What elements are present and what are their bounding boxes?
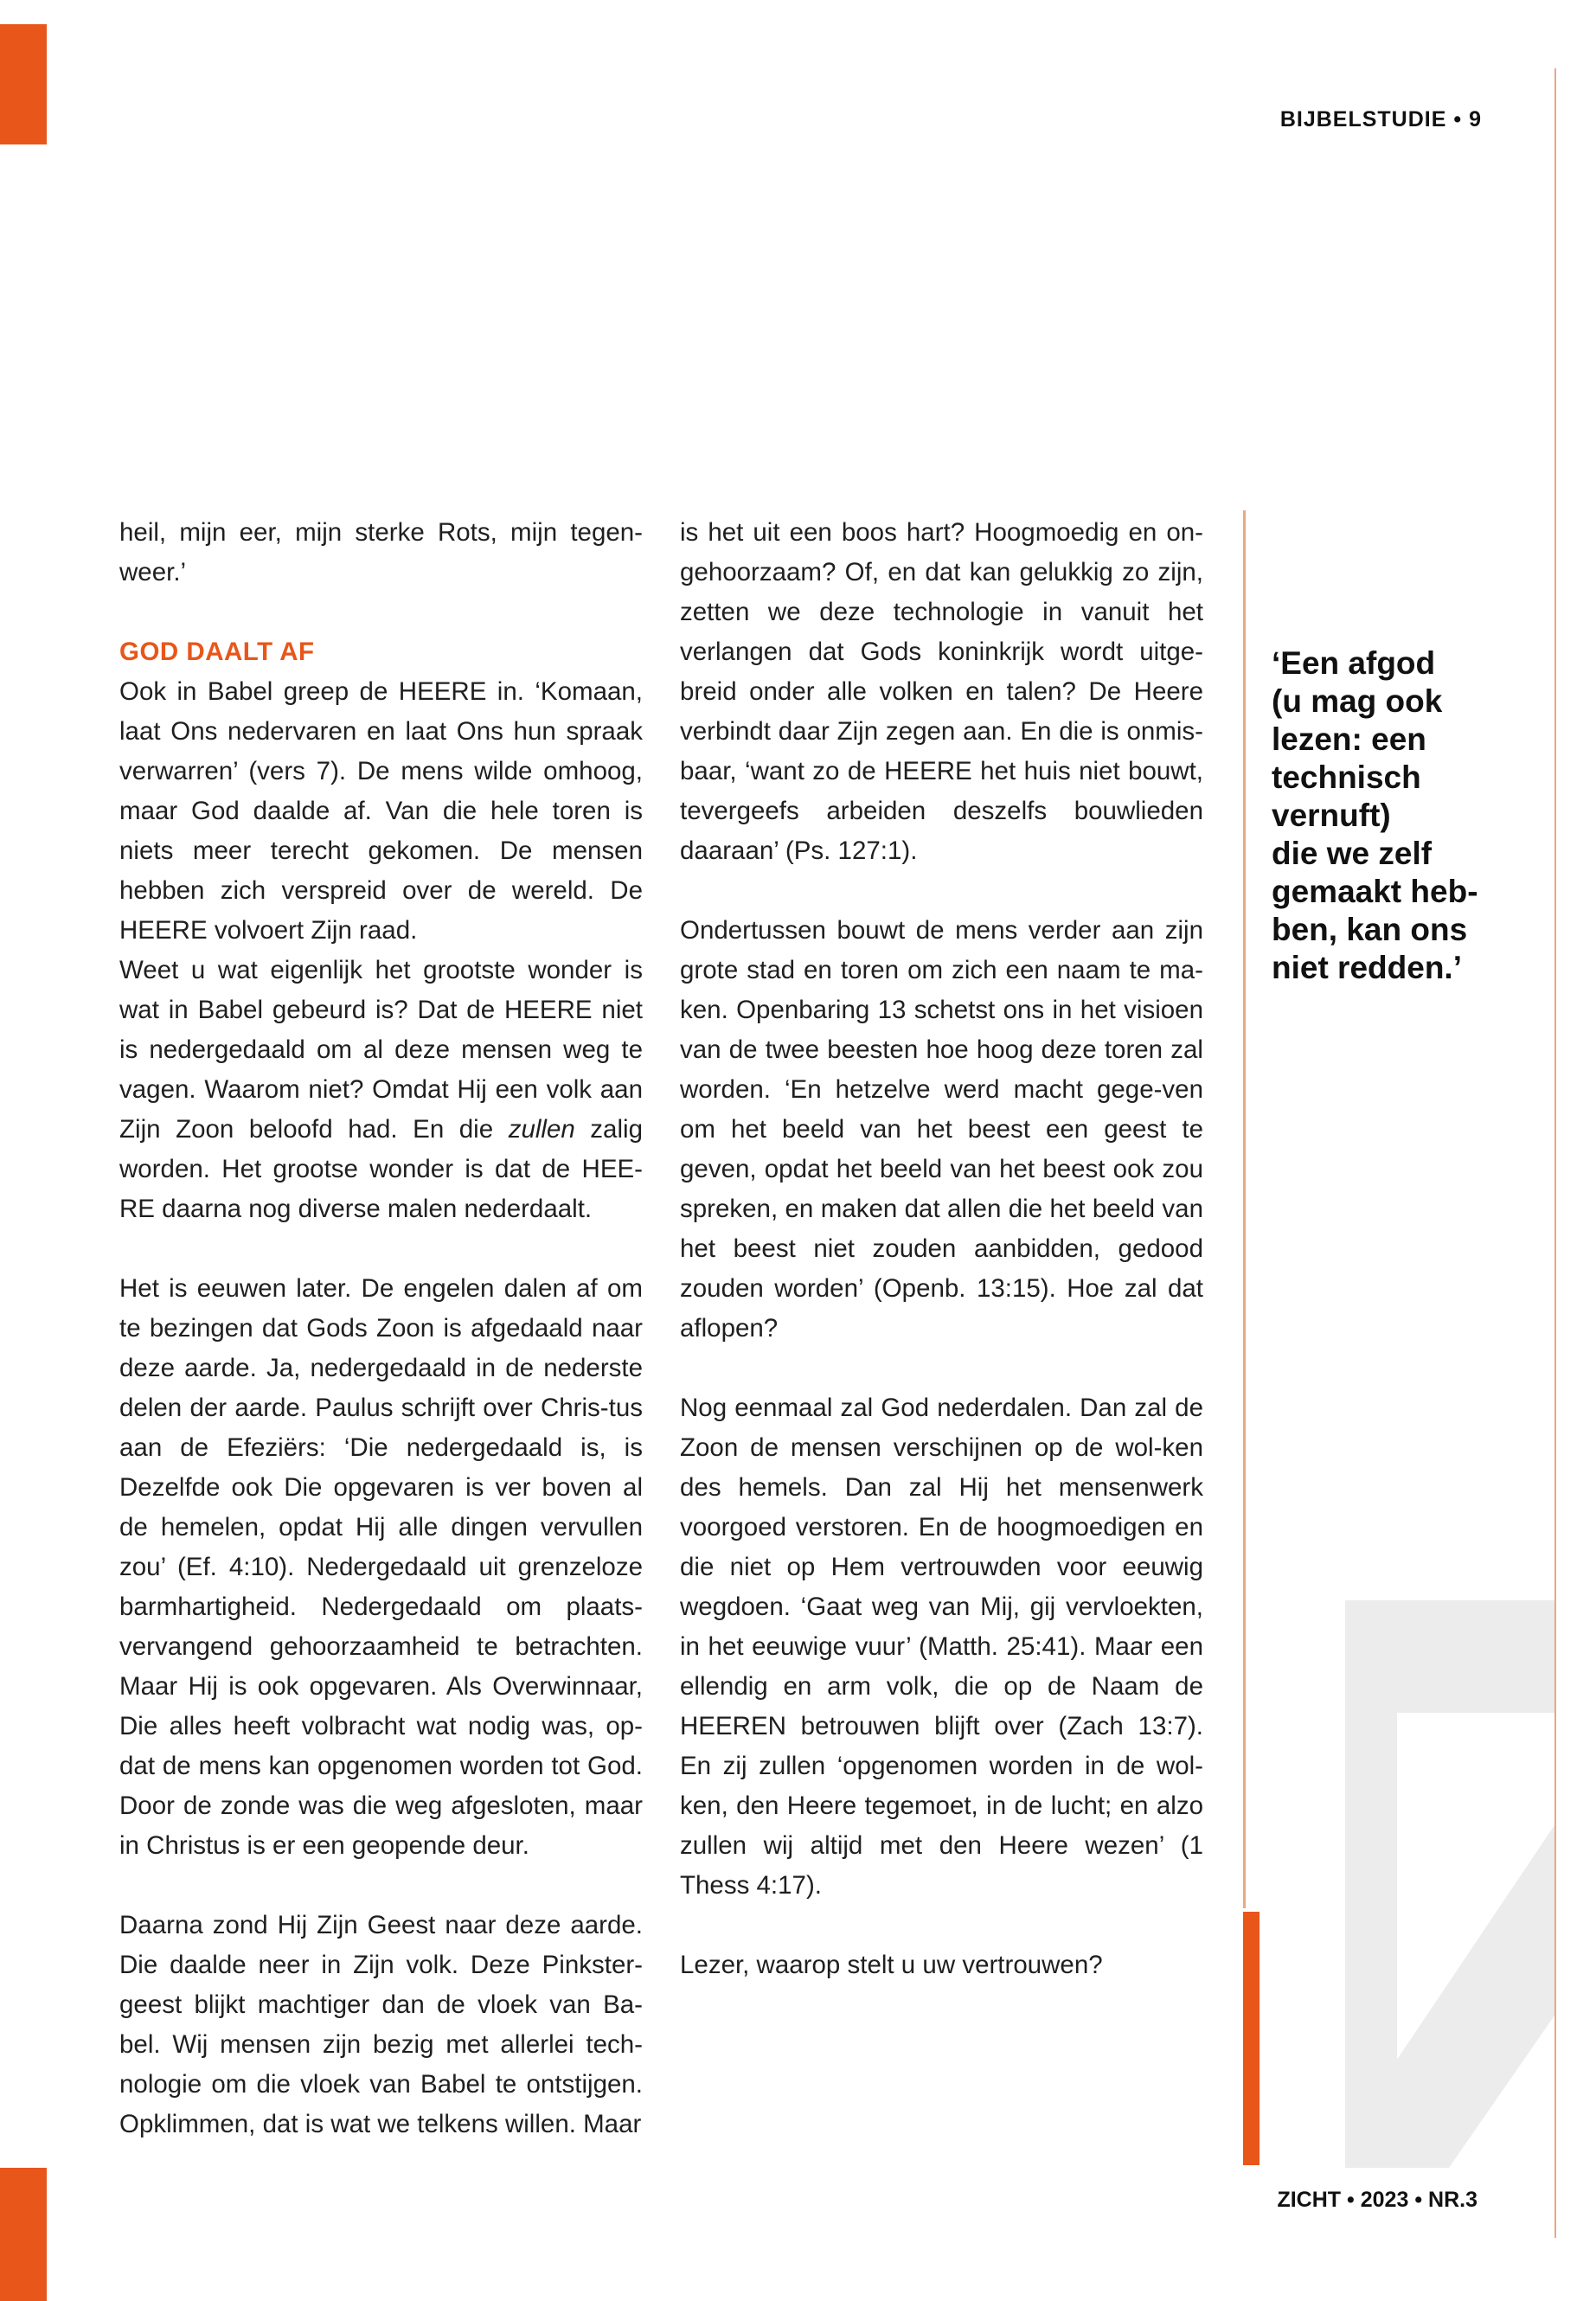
pull-quote-line: technisch (1272, 760, 1421, 795)
pull-quote-line: lezen: een (1272, 721, 1426, 757)
paragraph: Ook in Babel greep de HEERE in. ‘Komaan, laat Ons nedervaren en laat Ons hun spraak verwarren’ (vers 7). De mens wilde omhoog, maar God daalde af. Van die hele toren is niets meer terecht gekomen. De mensen hebben zich verspreid over de wereld. De HEERE volvoert Zijn raad. (119, 677, 643, 945)
quote-divider-rule (1243, 510, 1246, 1908)
paragraph: Daarna zond Hij Zijn Geest naar deze aarde. Die daalde neer in Zijn volk. Deze Pinkster-geest blijkt machtiger dan de vloek van Ba-bel. Wij mensen zijn bezig met allerlei tech-nologie om die vloek van Babel te ontstijgen. Opklimmen, dat is wat we telkens willen. Maar (119, 1911, 643, 2138)
publication-name: ZICHT (1277, 2188, 1342, 2212)
page-number: 9 (1469, 107, 1482, 131)
zicht-logo-shape (1345, 1600, 1554, 2168)
running-footer (1277, 2188, 1477, 2213)
issue-number: NR.3 (1428, 2188, 1477, 2212)
quote-accent-bar (1243, 1912, 1259, 2165)
running-header (1280, 107, 1482, 132)
text-column-right (680, 513, 1203, 2025)
paragraph: Nog eenmaal zal God nederdalen. Dan zal de Zoon de mensen verschijnen op de wol-ken des hemels. Dan zal Hij het mensenwerk voorgoed verstoren. En de hoogmoedigen en die niet op Hem vertrouwden voor eeuwig wegdoen. ‘Gaat weg van Mij, gij vervloekten, in het eeuwige vuur’ (Matth. 25:41). Maar een ellendig en arm volk, die op de Naam de HEEREN betrouwen blijft over (Zach 13:7). En zij zullen ‘opgenomen worden in de wol-ken, den Heere tegemoet, in de lucht; en alzo zullen wij altijd met den Heere wezen’ (1 Thess 4:17). (680, 1394, 1203, 1900)
paragraph: Weet u wat eigenlijk het grootste wonder is wat in Babel gebeurd is? Dat de HEERE niet is nedergedaald om al deze mensen weg te vagen. Waarom niet? Omdat Hij een volk aan Zijn Zoon beloofd had. En die zullen zalig worden. Het grootse wonder is dat de HEE-RE daarna nog diverse malen nederdaalt. (119, 956, 643, 1223)
pull-quote-line: vernuft) (1272, 798, 1391, 833)
publication-year: 2023 (1360, 2188, 1409, 2212)
section-heading: GOD DAALT AF (119, 638, 315, 666)
paragraph: Het is eeuwen later. De engelen dalen af om te bezingen dat Gods Zoon is afgedaald naar deze aarde. Ja, nedergedaald in de nederste delen der aarde. Paulus schrijft over Chris-tus aan de Efeziërs: ‘Die nedergedaald is, is Dezelfde ook Die opgevaren is ver boven al de hemelen, opdat Hij alle dingen vervullen zou’ (Ef. 4:10). Nedergedaald uit grenzeloze barmhartigheid. Nedergedaald om plaats-vervangend gehoorzaamheid te betrachten. Maar Hij is ook opgevaren. Als Overwinnaar, Die alles heeft volbracht wat nodig was, op-dat de mens kan opgenomen worden tot God. Door de zonde was die weg afgesloten, maar in Christus is er een geopende deur. (119, 1274, 643, 1860)
footer-separator: • (1347, 2188, 1355, 2212)
pull-quote-line: ben, kan ons (1272, 912, 1468, 947)
pull-quote (1272, 644, 1514, 987)
header-separator: • (1453, 107, 1463, 131)
pull-quote-line: gemaakt heb- (1272, 874, 1478, 909)
pull-quote-line: niet redden.’ (1272, 950, 1462, 985)
paragraph: is het uit een boos hart? Hoogmoedig en on-gehoorzaam? Of, en dat kan gelukkig zo zijn, zetten we deze technologie in vanuit het verlangen dat Gods koninkrijk wordt uitge-breid onder alle volken en talen? De Heere verbindt daar Zijn zegen aan. En die is onmis-baar, ‘want zo de HEERE het huis niet bouwt, tevergeefs arbeiden deszelfs bouwlieden daaraan’ (Ps. 127:1). (680, 518, 1203, 865)
text-column-left (119, 513, 643, 2184)
pull-quote-line: ‘Een afgod (1272, 645, 1436, 681)
footer-separator: • (1414, 2188, 1423, 2212)
paragraph: Lezer, waarop stelt u uw vertrouwen? (680, 1951, 1103, 1979)
accent-bar-bottom (0, 2168, 47, 2301)
page-edge-rule (1554, 68, 1556, 2238)
accent-bar-top (0, 24, 47, 144)
pull-quote-line: (u mag ook (1272, 683, 1443, 719)
paragraph: Ondertussen bouwt de mens verder aan zijn grote stad en toren om zich een naam te ma-ken. Openbaring 13 schetst ons in het visioen van de twee beesten hoe hoog deze toren zal worden. ‘En hetzelve werd macht gege-ven om het beeld van het beest een geest te geven, opdat het beeld van het beest ook zou spreken, en maken dat allen die het beeld van het beest niet zouden aanbidden, gedood zouden worden’ (Openb. 13:15). Hoe zal dat aflopen? (680, 916, 1203, 1343)
pull-quote-line: die we zelf (1272, 836, 1433, 871)
section-label: BIJBELSTUDIE (1279, 107, 1447, 131)
paragraph: heil, mijn eer, mijn sterke Rots, mijn tegen-weer.’ (119, 518, 643, 586)
